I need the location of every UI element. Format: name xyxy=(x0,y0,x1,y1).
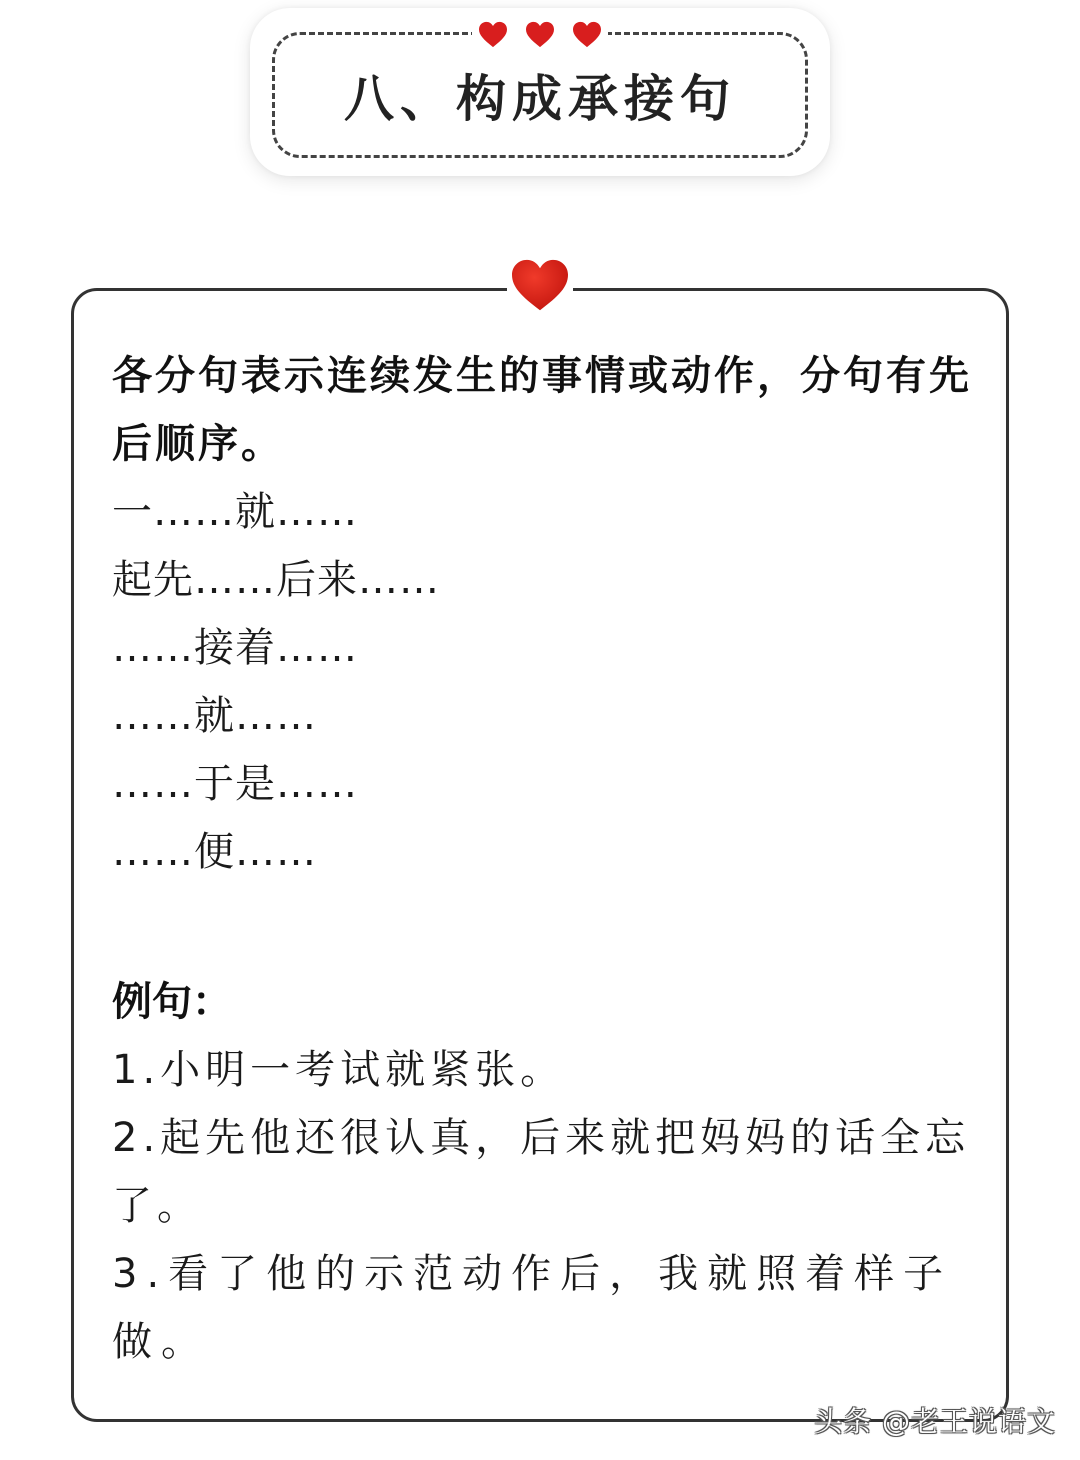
pattern-item: ……就…… xyxy=(112,693,317,739)
example-sentence: 1.小明一考试就紧张。 xyxy=(112,1047,566,1093)
example-sentence: 2.起先他还很认真，后来就把妈妈的话全忘了。 xyxy=(112,1115,971,1229)
examples-heading: 例句： xyxy=(112,979,232,1025)
pattern-item: ……接着…… xyxy=(112,625,358,671)
card-content xyxy=(112,342,972,1376)
watermark: 头条 @老王说语文 xyxy=(814,1405,1056,1438)
title-hearts xyxy=(472,18,608,52)
pattern-item: ……便…… xyxy=(112,829,317,875)
heart-icon xyxy=(478,21,508,49)
example-sentence: 3.看了他的示范动作后，我就照着样子做。 xyxy=(112,1251,953,1365)
heart-icon xyxy=(510,258,570,314)
heart-icon xyxy=(572,21,602,49)
pattern-item: 起先……后来…… xyxy=(112,557,440,603)
title-badge xyxy=(250,8,830,176)
heart-icon xyxy=(525,21,555,49)
section-title: 八、构成承接句 xyxy=(344,70,736,128)
card-heart-badge xyxy=(507,256,573,316)
definition-text: 各分句表示连续发生的事情或动作，分句有先后顺序。 xyxy=(112,353,972,467)
pattern-item: 一……就…… xyxy=(112,489,358,535)
pattern-item: ……于是…… xyxy=(112,761,358,807)
connective-pattern-list xyxy=(112,478,972,886)
